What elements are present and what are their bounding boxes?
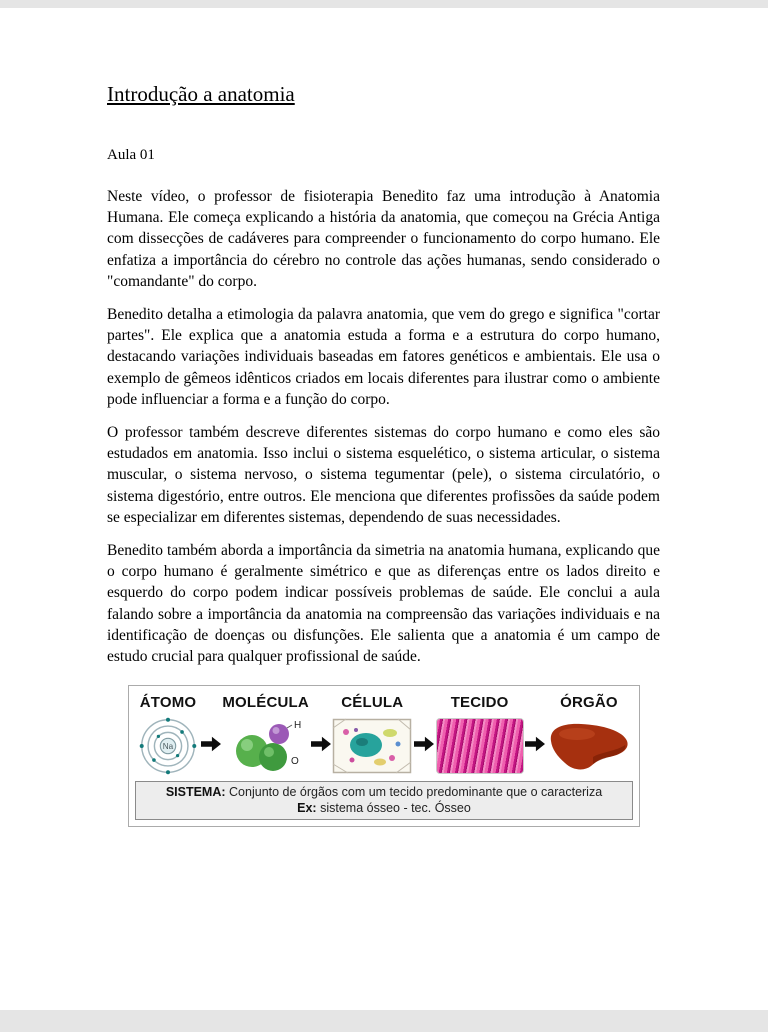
sistema-term: SISTEMA: [165,785,226,800]
arrow-right-icon [414,736,434,757]
sistema-definition-line [138,784,630,800]
paragraph: O professor também descreve diferentes sistemas do corpo humano e como eles são estudados em anatomia. Isso inclui o sistema esquelético, o sistema articular, o sistema muscular, o sistema nervoso, o sistema tegumentar (pele), o sistema circulatório, o sistema digestório, entre outros. Ele menciona que diferentes profissões da saúde podem se especializar em diferentes sistemas, dependendo de suas necessidades. [107,424,660,526]
document-page [0,8,768,1010]
page-title: Introdução a anatomia [107,82,295,106]
level-label: TECIDO [450,694,509,712]
arrow-right-icon [201,736,221,757]
level-label: MOLÉCULA [222,694,309,712]
level-organ [547,694,631,775]
figure-caption [135,781,633,820]
tissue-image [436,717,524,775]
arrow-right-icon [525,736,545,757]
paragraph: Neste vídeo, o professor de fisioterapia Benedito faz uma introdução à Anatomia Humana. Ele começa explicando a história da anatomia, que começou na Grécia Antiga com dissecções de cadáveres para compreender o funcionamento do corpo humano. Ele enfatiza a importância do cérebro no controle das ações humanas, sendo considerado o "comandante" do corpo. [107,188,660,290]
level-tissue [436,694,524,775]
levels-row [135,692,633,779]
hydrogen-label: H [293,720,301,732]
level-cell [332,694,412,775]
level-atom [137,694,199,775]
lesson-label: Aula 01 [107,147,155,163]
oxygen-label: O [290,756,299,768]
sistema-example-line [138,800,630,816]
level-label: CÉLULA [341,694,404,712]
example-text: sistema ósseo - tec. Ósseo [320,801,471,816]
atom-image [137,717,199,775]
example-term: Ex: [297,801,317,816]
arrow-right-icon [311,736,331,757]
cell-image [332,717,412,775]
anatomy-levels-figure [128,685,640,827]
level-label: ÁTOMO [139,694,197,712]
level-label: ÓRGÃO [560,694,618,712]
paragraph: Benedito também aborda a importância da simetria na anatomia humana, explicando que o corpo humano é geralmente simétrico e que as diferenças entre os lados direito e esquerdo do corpo podem indicar possíveis problemas de saúde. Ele conclui a aula falando sobre a importância da anatomia na compreensão das variações individuais e na identificação de doenças ou disfunções. Ele salienta que a anatomia é um campo de estudo crucial para qualquer profissional de saúde. [107,542,660,666]
paragraph: Benedito detalha a etimologia da palavra anatomia, que vem do grego e significa "cortar partes". Ele explica que a anatomia estuda a forma e a estrutura do corpo humano, destacando variações individuais baseadas em fatores genéticos e ambientais. Ele usa o exemplo de gêmeos idênticos criados em locais diferentes para ilustrar como o ambiente pode influenciar a forma e a função do corpo. [107,306,660,408]
atom-symbol-label: Na [162,742,174,752]
molecule-image [230,717,302,775]
sistema-definition: Conjunto de órgãos com um tecido predominante que o caracteriza [229,785,603,800]
organ-image [547,717,631,775]
level-molecule [222,694,309,775]
